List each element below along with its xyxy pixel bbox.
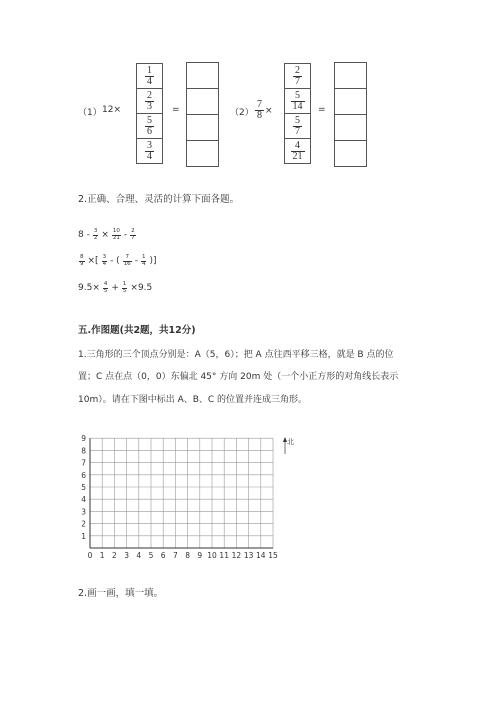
x-tick-label: 5 <box>148 551 154 560</box>
calc-line-1: 8 - $\frac{3}{2}$ × $\frac{10}{21}$ - $\frac{2}{7}$ <box>78 228 135 241</box>
fraction-cell: $\frac{5}{7}$ <box>285 114 310 139</box>
problem-2-equals: = <box>318 105 326 115</box>
fraction-cell: $\frac{5}{6}$ <box>137 114 162 139</box>
problem-2-multiplier: $\frac{7}{8}$ × <box>257 99 273 121</box>
x-tick-label: 12 <box>231 551 242 560</box>
fraction-cell: $\frac{1}{4}$ <box>137 64 162 89</box>
problem-1-answer-column <box>186 62 219 167</box>
fraction: $\frac{1}{4}$ <box>141 254 146 267</box>
answer-box[interactable] <box>335 89 366 115</box>
answer-box[interactable] <box>335 63 366 89</box>
question-1-line-2: 置；C 点在点（0，0）东偏北 45° 方向 20m 处（一个小正方形的对角线长表示 <box>78 372 399 382</box>
grid-axes <box>90 438 273 548</box>
calc-line-2: $\frac{8}{9}$ ×[ $\frac{3}{4}$ - ( $\frac{7}{16}$ - $\frac{1}{4}$ )] <box>80 254 157 267</box>
grid-lines <box>90 438 273 548</box>
y-tick-label: 6 <box>81 470 86 480</box>
answer-box[interactable] <box>187 115 218 141</box>
north-label: 北 <box>287 438 294 446</box>
question-1-line-1: 1.三角形的三个顶点分别是：A（5，6）；把 A 点往西平移三格，就是 B 点的位 <box>78 350 394 360</box>
problem-1-multiplier: 12× <box>102 105 121 115</box>
x-tick-label: 6 <box>160 551 166 560</box>
x-tick-label: 2 <box>112 551 117 560</box>
problem-1-equals: = <box>172 105 180 115</box>
y-axis-labels <box>81 434 86 541</box>
x-tick-label: 15 <box>268 551 278 560</box>
x-tick-label: 13 <box>243 551 254 560</box>
x-tick-label: 11 <box>219 551 229 560</box>
fraction: $\frac{10}{21}$ <box>112 228 120 241</box>
section-2-title: 2.正确、合理、灵活的计算下面各题。 <box>78 194 240 205</box>
fraction: $\frac{3}{2}$ <box>93 228 98 241</box>
x-tick-label: 14 <box>256 551 266 560</box>
problem-1-label: （1） <box>78 108 102 118</box>
fraction: $\frac{7}{16}$ <box>123 254 131 267</box>
problem-2-answer-column <box>334 62 367 167</box>
y-tick-label: 8 <box>81 446 86 456</box>
fraction-cell: $\frac{4}{21}$ <box>285 139 310 164</box>
answer-box[interactable] <box>187 89 218 115</box>
x-tick-label: 1 <box>99 551 105 560</box>
y-tick-label: 7 <box>81 458 86 468</box>
north-indicator <box>283 437 294 454</box>
x-tick-label: 4 <box>136 551 142 560</box>
fraction-cell: $\frac{2}{3}$ <box>137 89 162 114</box>
x-tick-label: 7 <box>173 551 178 560</box>
answer-box[interactable] <box>335 115 366 141</box>
y-tick-label: 9 <box>81 434 86 444</box>
problem-2-label: （2） <box>230 108 254 118</box>
y-tick-label: 2 <box>81 519 86 529</box>
section-5-title: 五.作图题(共2题，共12分) <box>78 325 196 336</box>
x-tick-label: 0 <box>87 551 93 560</box>
y-tick-label: 1 <box>81 531 86 541</box>
fraction: $\frac{1}{5}$ <box>122 281 127 294</box>
answer-box[interactable] <box>335 141 366 167</box>
fraction: $\frac{3}{4}$ <box>102 254 107 267</box>
x-tick-label: 8 <box>185 551 190 560</box>
y-tick-label: 5 <box>81 483 86 492</box>
question-2-text: 2.画一画，填一填。 <box>78 588 164 599</box>
x-tick-label: 3 <box>124 551 129 560</box>
fraction-cell: $\frac{3}{4}$ <box>137 139 162 164</box>
calc-line-3: 9.5× $\frac{4}{5}$ + $\frac{1}{5}$ ×9.5 <box>78 281 153 294</box>
fraction-cell: $\frac{5}{14}$ <box>285 89 310 114</box>
y-tick-label: 4 <box>81 495 86 505</box>
x-tick-label: 10 <box>207 551 217 560</box>
fraction-cell: $\frac{2}{7}$ <box>285 64 310 89</box>
y-tick-label: 3 <box>81 507 86 517</box>
answer-box[interactable] <box>187 141 218 167</box>
problem-2-fraction-column <box>284 63 311 164</box>
coordinate-grid[interactable] <box>78 428 300 563</box>
x-axis-labels <box>88 551 278 560</box>
question-1-line-3: 10m）。请在下图中标出 A、B、C 的位置并连成三角形。 <box>78 395 308 405</box>
fraction: $\frac{2}{7}$ <box>131 228 135 241</box>
x-tick-label: 9 <box>197 551 203 560</box>
problem-1-fraction-column <box>136 63 163 164</box>
answer-box[interactable] <box>187 63 218 89</box>
fraction: $\frac{4}{5}$ <box>103 281 108 294</box>
fraction: $\frac{8}{9}$ <box>80 254 84 267</box>
